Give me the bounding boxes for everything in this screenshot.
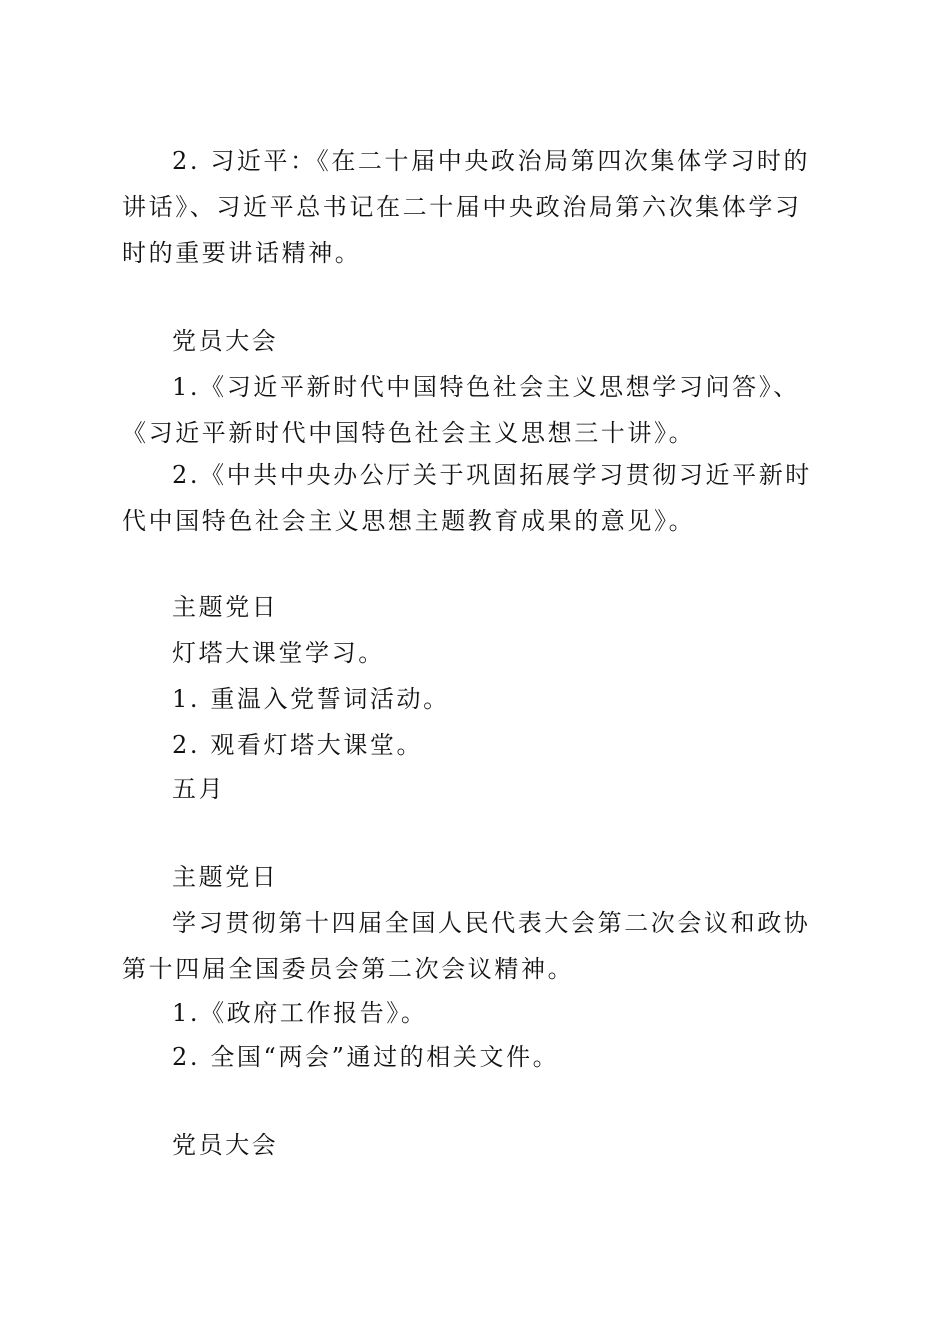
paragraph-study-speech: 2. 习近平：《在二十届中央政治局第四次集体学习时的讲话》、习近平总书记在二十届中央政治局第六次集体学习时的重要讲话精神。 (122, 147, 811, 267)
paragraph-government-report: 1.《政府工作报告》。 (172, 999, 428, 1027)
heading-theme-party-day: 主题党日 (172, 593, 279, 621)
heading-theme-party-day-may: 主题党日 (172, 863, 279, 891)
heading-party-member-meeting-2: 党员大会 (172, 1131, 279, 1159)
paragraph-two-sessions-documents: 2. 全国“两会”通过的相关文件。 (172, 1043, 560, 1071)
paragraph-lighthouse-study: 灯塔大课堂学习。 (172, 639, 385, 667)
paragraph-study-qa: 1.《习近平新时代中国特色社会主义思想学习问答》、《习近平新时代中国特色社会主义思想三十讲》。 (122, 373, 800, 447)
heading-party-member-meeting: 党员大会 (172, 327, 279, 355)
paragraph-oath-activity: 1. 重温入党誓词活动。 (172, 685, 450, 713)
heading-may: 五月 (172, 775, 226, 803)
paragraph-two-sessions-study: 学习贯彻第十四届全国人民代表大会第二次会议和政协第十四届全国委员会第二次会议精神。 (122, 909, 811, 983)
paragraph-watch-lighthouse: 2. 观看灯塔大课堂。 (172, 731, 424, 759)
paragraph-opinions: 2.《中共中央办公厅关于巩固拓展学习贯彻习近平新时代中国特色社会主义思想主题教育成果的意见》。 (122, 461, 812, 535)
